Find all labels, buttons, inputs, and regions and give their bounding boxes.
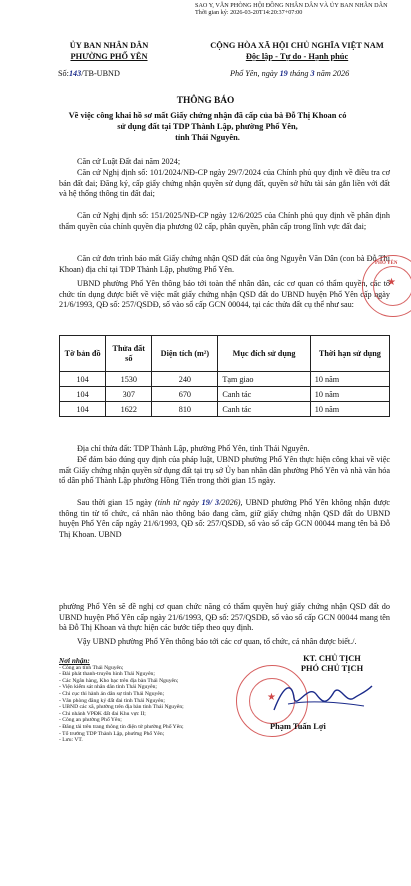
table-row: 104 1530 240 Tạm giao 10 năm <box>60 372 390 387</box>
digital-signature-time: Thời gian ký: 2026-03-20T14:20:37+07:00 <box>195 9 303 16</box>
paragraph-announcement: UBND phường Phổ Yên thông báo tới toàn thể nhân dân, các cơ quan có thẩm quyền, các tổ chức tín dụng được biết về việc mất giấy chứng nhận QSD đất do UBND huyện Phổ Yên cấp ngày 21/6/1993, QĐ số: 257/QSDĐ, số vào sổ cấp GCN 00044, tại các thửa đất cụ thể như sau: <box>59 279 390 309</box>
land-parcel-table <box>59 335 390 417</box>
document-subject: Về việc công khai hồ sơ mất Giấy chứng nhận đã cấp của bà Đỗ Thị Khoan có sử dụng đất tại TDP Thành Lập, phường Phổ Yên, tỉnh Thái Nguyên. <box>68 111 347 142</box>
country-name: CỘNG HÒA XÃ HỘI CHỦ NGHĨA VIỆT NAM <box>210 41 384 50</box>
national-header <box>186 40 408 62</box>
paragraph-legal-basis-4: Căn cứ đơn trình báo mất Giấy chứng nhận QSD đất của ông Nguyễn Văn Dân (con bà Đỗ Thị Khoan) địa chỉ tại TDP Thành Lập, phường Phổ Yên. <box>59 254 390 274</box>
col-header-parcel-number: Thửa đất số <box>106 336 152 372</box>
agency-line-1: ỦY BAN NHÂN DÂN <box>69 41 149 50</box>
paragraph-legal-basis-2: Căn cứ Nghị định số: 101/2024/NĐ-CP ngày 29/7/2024 của Chính phủ quy định về điều tra cơ bản đất đai; Đăng ký, cấp giấy chứng nhận quyền sử dụng đất, quyền sở hữu tài sản gắn liền với đất và hệ thống thông tin đất đai; <box>59 168 390 198</box>
paragraph-publicity: Để đảm bảo đúng quy định của pháp luật, UBND phường Phổ Yên thực hiện công khai về việc mất Giấy chứng nhận quyền sử dụng đất tại trụ sở Ủy ban nhân dân phường Phổ Yên và nhà văn hóa tổ dân phố Thành Lập phường Hồng Tiến trong thời gian 15 ngày. <box>59 455 390 485</box>
table-row: 104 1622 810 Canh tác 10 năm <box>60 402 390 417</box>
recipients-label: Nơi nhận: <box>59 657 90 665</box>
paragraph-deadline: Sau thời gian 15 ngày (tính từ ngày 19/ 3/2026), UBND phường Phổ Yên không nhận được thông tin từ tổ chức, cá nhân nào thông báo đang cầm, giữ giấy chứng nhận QSD đất do UBND huyện Phổ Yên cấp ngày 21/6/1993, QĐ số: 257/QSDĐ, số vào sổ cấp GCN 00044 mang tên bà Đỗ Thị Khoan. UBND <box>59 498 391 539</box>
col-header-land-use: Mục đích sử dụng <box>218 336 310 372</box>
recipients-list: Nơi nhận: - Công an tỉnh Thái Nguyên; - Đài phát thanh-truyền hình Thái Nguyên; - Các Ngân hàng, Kho bạc trên địa bàn Thái Nguyên; - Viện kiểm sát nhân dân tỉnh Thái Nguyên; - Chi cục thi hành án dân sự tỉnh Thái Nguyên; - Văn phòng đăng ký đất đai tỉnh Thái Nguyên; - UBND các xã, phường trên địa bàn tỉnh Thái Nguyên; - Chi nhánh VPĐK đất đai Khu vực II; - Công an phường Phổ Yên; - Đăng tải trên trang thông tin điện tử phường Phổ Yên; - Tổ trưởng TDP Thành Lập, phường Phổ Yên; - Lưu: VT. <box>59 658 259 744</box>
issuing-agency <box>34 40 184 62</box>
signer-position: PHÓ CHỦ TỊCH <box>300 664 364 673</box>
table-header-row <box>60 336 390 372</box>
document-title: THÔNG BÁO <box>176 96 235 106</box>
col-header-area: Diện tích (m²) <box>152 336 218 372</box>
document-date: Phổ Yên, ngày 19 tháng 3 năm 2026 <box>230 69 350 78</box>
document-number: Số:143/TB-UBND <box>58 69 120 78</box>
official-seal: ★ PHỔ YÊN <box>362 255 411 317</box>
document-page-2 <box>0 602 411 886</box>
paragraph-legal-basis-3: Căn cứ Nghị định số: 151/2025/NĐ-CP ngày 12/6/2025 của Chính phủ quy định về phân định thẩm quyền của chính quyền địa phương 02 cấp, phân quyền, phân cấp trong lĩnh vực đất đai; <box>59 211 390 231</box>
signer-name: Phạm Tuấn Lợi <box>270 722 326 731</box>
agency-line-2: PHƯỜNG PHỔ YÊN <box>70 52 148 61</box>
col-header-map-sheet: Tờ bản đồ <box>60 336 106 372</box>
paragraph-cancellation: phường Phổ Yên sẽ đề nghị cơ quan chức năng có thẩm quyền huỷ giấy chứng nhận QSD đất do UBND huyện Phổ Yên cấp ngày 21/6/1993, QĐ số: 257/QSDĐ, số vào sổ cấp GCN 00044 mang tên bà Đỗ Thị Khoan và thực hiện các bước tiếp theo quy định. <box>59 602 390 632</box>
handwritten-number: 143 <box>68 69 82 78</box>
signer-authority: KT. CHỦ TỊCH <box>303 654 361 663</box>
paragraph-parcel-address: Địa chỉ thửa đất: TDP Thành Lập, phường Phổ Yên, tỉnh Thái Nguyên. <box>77 444 310 453</box>
digital-signature-line: SAO Y, VĂN PHÒNG HỘI ĐỒNG NHÂN DÂN VÀ ỦY BAN NHÂN DÂN <box>195 2 388 9</box>
handwritten-day: 19 <box>279 69 288 78</box>
page-gap <box>0 585 411 602</box>
handwritten-date: 19/ 3 <box>201 498 220 507</box>
national-motto: Độc lập - Tự do - Hạnh phúc <box>245 52 349 61</box>
paragraph-closing: Vậy UBND phường Phổ Yên thông báo tới các cơ quan, tổ chức, cá nhân được biết./. <box>77 637 357 646</box>
col-header-duration: Thời hạn sử dụng <box>310 336 389 372</box>
paragraph-legal-basis-1: Căn cứ Luật Đất đai năm 2024; <box>77 157 181 166</box>
handwritten-signature <box>268 676 378 720</box>
handwritten-month: 3 <box>310 69 315 78</box>
table-row: 104 307 670 Canh tác 10 năm <box>60 387 390 402</box>
official-seal-2: ★ <box>236 665 308 737</box>
